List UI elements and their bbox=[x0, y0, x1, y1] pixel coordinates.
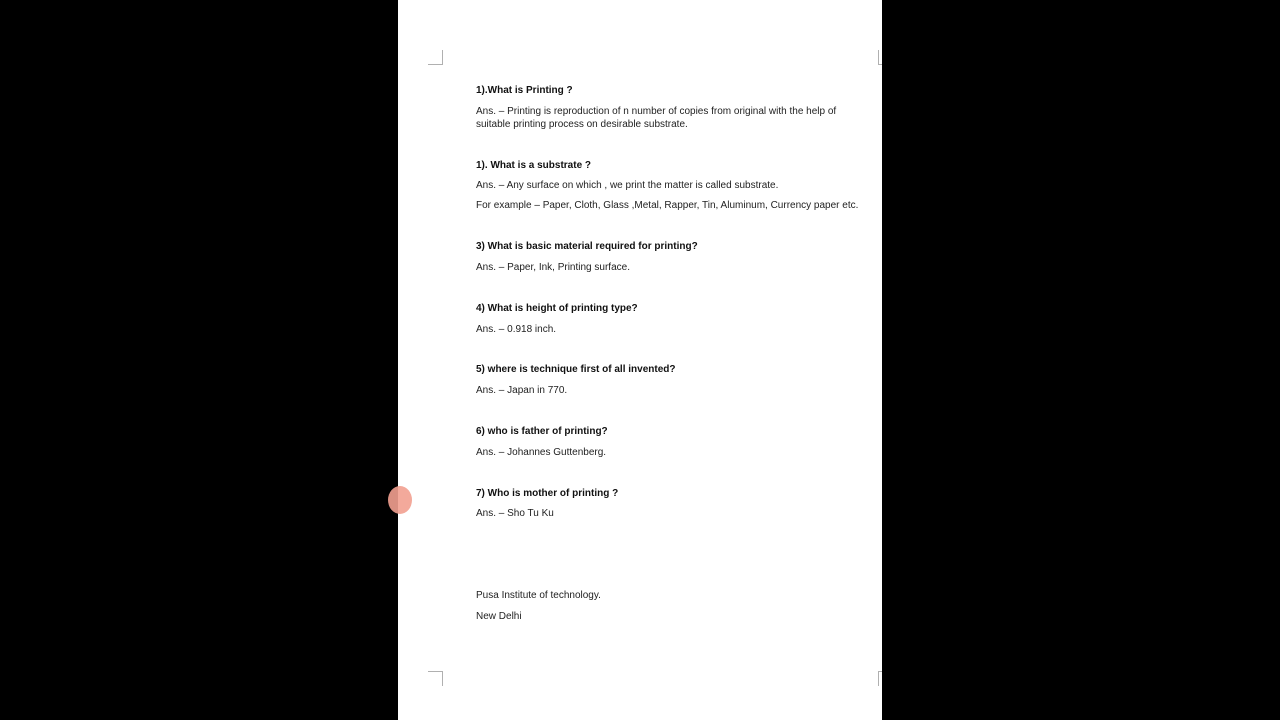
margin-corner-marker bbox=[878, 50, 882, 65]
answer-1-line-2: suitable printing process on desirable substrate. bbox=[476, 119, 688, 130]
question-4: 4) What is height of printing type? bbox=[476, 303, 638, 314]
question-2: 1). What is a substrate ? bbox=[476, 160, 592, 171]
footer-institute: Pusa Institute of technology. bbox=[476, 590, 601, 601]
answer-2-line-1: Ans. – Any surface on which , we print the matter is called substrate. bbox=[476, 180, 779, 191]
answer-2-line-2: For example – Paper, Cloth, Glass ,Metal, Rapper, Tin, Aluminum, Currency paper etc. bbox=[476, 200, 859, 211]
margin-corner-marker bbox=[878, 671, 882, 686]
answer-3: Ans. – Paper, Ink, Printing surface. bbox=[476, 262, 630, 273]
answer-4: Ans. – 0.918 inch. bbox=[476, 324, 557, 335]
document-page bbox=[398, 0, 882, 720]
question-6: 6) who is father of printing? bbox=[476, 426, 608, 437]
margin-corner-marker bbox=[428, 50, 443, 65]
question-3: 3) What is basic material required for printing? bbox=[476, 241, 698, 252]
answer-5: Ans. – Japan in 770. bbox=[476, 385, 568, 396]
footer-city: New Delhi bbox=[476, 611, 522, 622]
question-7: 7) Who is mother of printing ? bbox=[476, 488, 619, 499]
margin-corner-marker bbox=[428, 671, 443, 686]
answer-7: Ans. – Sho Tu Ku bbox=[476, 508, 554, 519]
question-1: 1).What is Printing ? bbox=[476, 85, 573, 96]
question-5: 5) where is technique first of all invented? bbox=[476, 364, 676, 375]
touch-indicator bbox=[388, 486, 412, 514]
answer-6: Ans. – Johannes Guttenberg. bbox=[476, 447, 607, 458]
answer-1-line-1: Ans. – Printing is reproduction of n number of copies from original with the help of bbox=[476, 106, 837, 117]
